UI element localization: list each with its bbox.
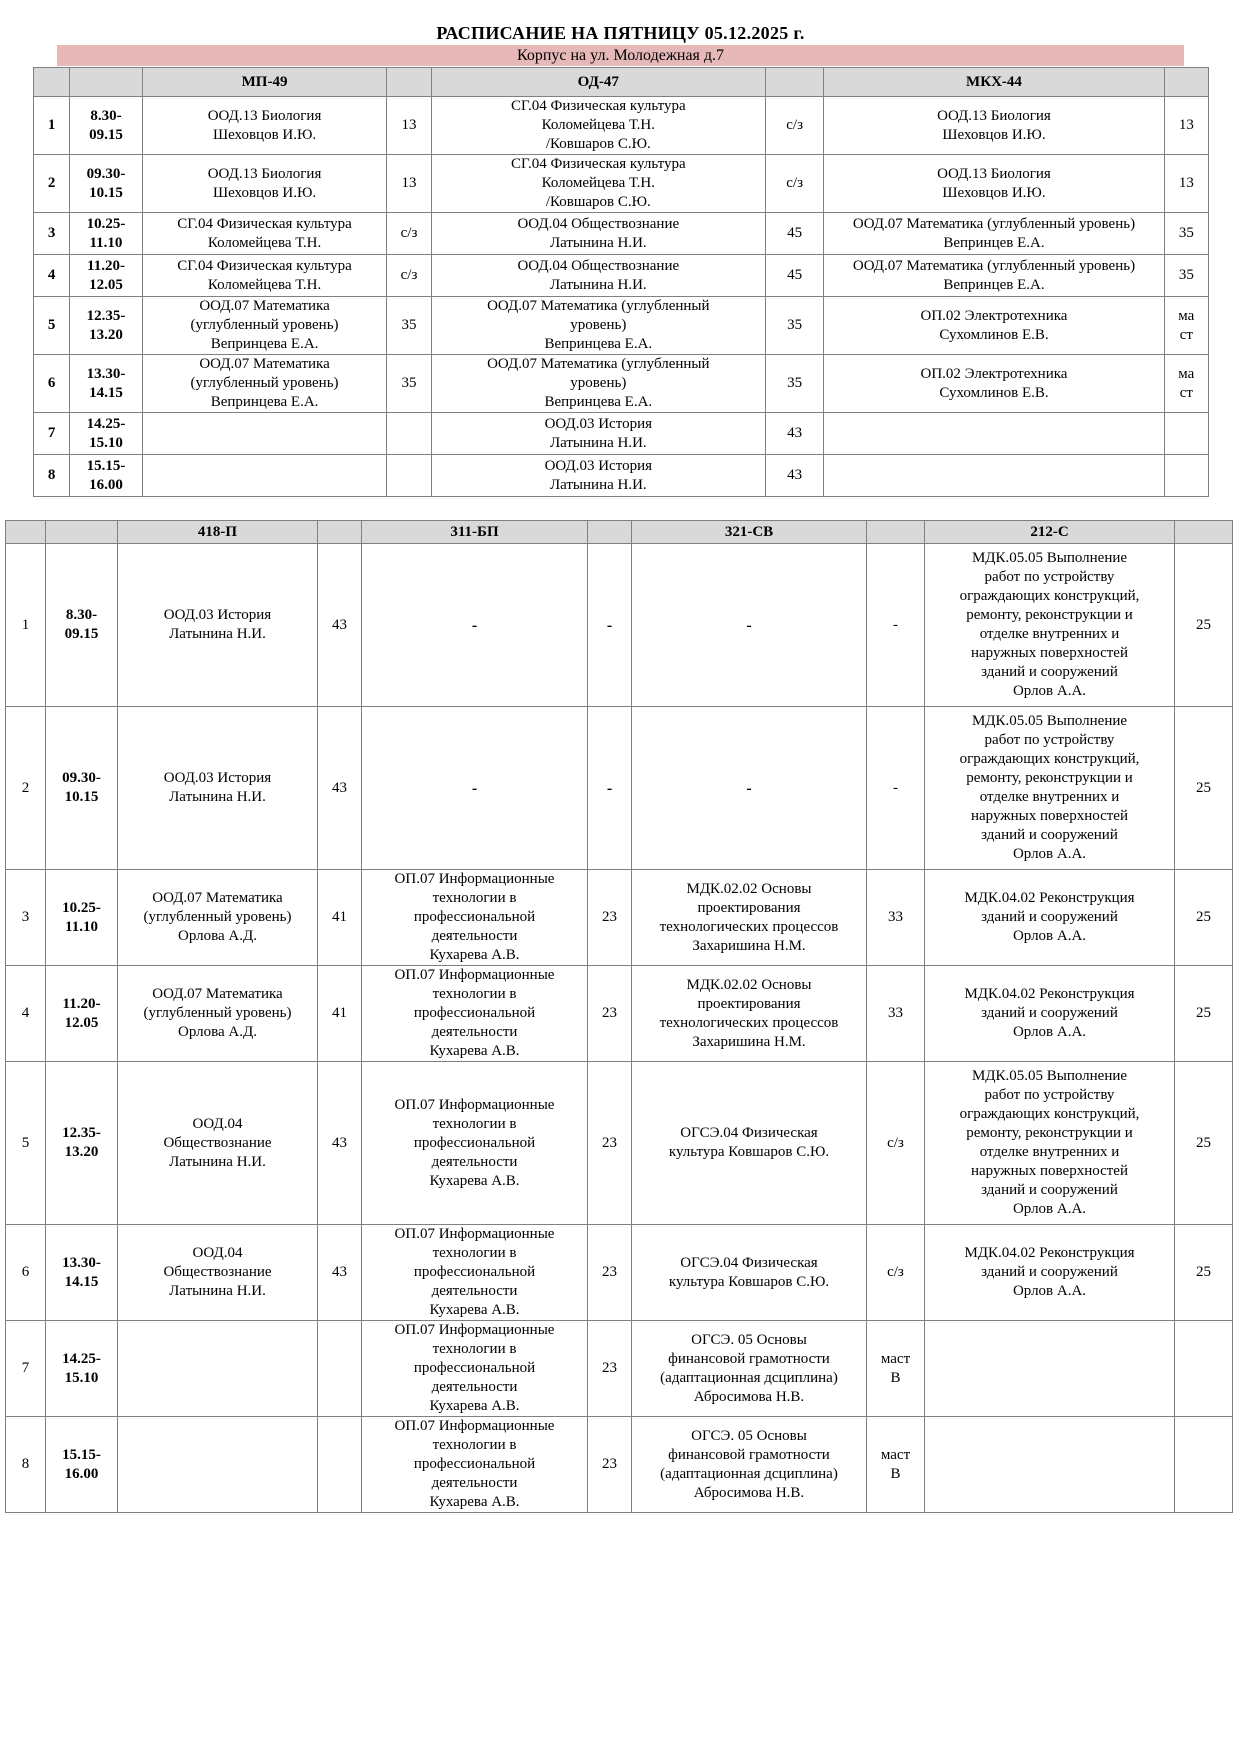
header-blank [588,521,632,544]
lesson-time: 15.15- 16.00 [46,1417,118,1513]
lesson-number: 4 [6,966,46,1062]
lesson-number: 6 [34,355,70,413]
lesson-number: 8 [34,455,70,497]
table-row [34,155,1209,213]
subject-cell: ООД.03 История Латынина Н.И. [118,544,318,707]
schedule-table-1 [33,67,1209,497]
subject-cell: МДК.04.02 Реконструкция зданий и сооружений Орлов А.А. [925,1225,1175,1321]
subject-cell [925,1321,1175,1417]
lesson-time: 8.30- 09.15 [70,97,142,155]
table-header-row [6,521,1233,544]
room-cell: - [867,544,925,707]
subject-cell: СГ.04 Физическая культура Коломейцева Т.Н. /Ковшаров С.Ю. [431,97,765,155]
subject-cell: ОП.07 Информационные технологии в профессиональной деятельности Кухарева А.В. [362,1225,588,1321]
room-cell: 23 [588,1417,632,1513]
header-blank [1164,68,1208,97]
room-cell: 25 [1175,1225,1233,1321]
lesson-time: 12.35- 13.20 [46,1062,118,1225]
subject-cell: ОП.02 Электротехника Сухомлинов Е.В. [824,297,1164,355]
room-cell: - [588,707,632,870]
room-cell [1164,413,1208,455]
lesson-number: 4 [34,255,70,297]
lesson-time: 14.25- 15.10 [46,1321,118,1417]
room-cell: 13 [1164,155,1208,213]
subject-cell: СГ.04 Физическая культура Коломейцева Т.Н. [142,213,387,255]
lesson-time: 10.25- 11.10 [46,870,118,966]
lesson-number: 7 [6,1321,46,1417]
room-cell [1175,1321,1233,1417]
subject-cell: ООД.07 Математика (углубленный уровень) Вепринцева Е.А. [431,355,765,413]
lesson-time: 10.25- 11.10 [70,213,142,255]
room-cell: 43 [765,413,823,455]
room-cell: 25 [1175,966,1233,1062]
subject-cell [142,455,387,497]
subject-cell: ООД.13 Биология Шеховцов И.Ю. [824,97,1164,155]
subject-cell: ООД.07 Математика (углубленный уровень) Орлова А.Д. [118,966,318,1062]
lesson-number: 3 [6,870,46,966]
subject-cell: МДК.02.02 Основы проектирования технологических процессов Захаришина Н.М. [632,870,867,966]
room-cell: 23 [588,1225,632,1321]
subject-cell: ООД.13 Биология Шеховцов И.Ю. [142,155,387,213]
room-cell: - [867,707,925,870]
subject-cell: СГ.04 Физическая культура Коломейцева Т.Н. [142,255,387,297]
room-cell: 13 [1164,97,1208,155]
room-cell: 33 [867,870,925,966]
room-cell: 43 [318,707,362,870]
group-header: 311-БП [362,521,588,544]
subject-cell: ОП.07 Информационные технологии в профессиональной деятельности Кухарева А.В. [362,870,588,966]
room-cell: 43 [765,455,823,497]
subject-cell: МДК.05.05 Выполнение работ по устройству ограждающих конструкций, ремонту, реконструкции и отделке внутренних и наружных поверхностей зданий и сооружений Орлов А.А. [925,707,1175,870]
subject-cell [118,1321,318,1417]
header-blank [765,68,823,97]
room-cell: 25 [1175,870,1233,966]
room-cell: 33 [867,966,925,1062]
subject-cell: МДК.05.05 Выполнение работ по устройству ограждающих конструкций, ремонту, реконструкции и отделке внутренних и наружных поверхностей зданий и сооружений Орлов А.А. [925,1062,1175,1225]
table-row [34,213,1209,255]
room-cell: с/з [867,1062,925,1225]
table-row [34,297,1209,355]
room-cell: 23 [588,1062,632,1225]
table-row [6,544,1233,707]
subject-cell: ОГСЭ.04 Физическая культура Ковшаров С.Ю. [632,1225,867,1321]
table-row [34,455,1209,497]
room-cell: маст В [867,1417,925,1513]
table-row [34,413,1209,455]
room-cell: 25 [1175,1062,1233,1225]
subject-cell: ОП.07 Информационные технологии в профессиональной деятельности Кухарева А.В. [362,1417,588,1513]
room-cell: 35 [765,355,823,413]
table-row [34,355,1209,413]
group-header: МП-49 [142,68,387,97]
room-cell: 35 [387,297,431,355]
table-row [6,966,1233,1062]
room-cell: с/з [387,213,431,255]
room-cell: с/з [765,155,823,213]
subject-cell: - [632,707,867,870]
subject-cell: ООД.04 Обществознание Латынина Н.И. [118,1225,318,1321]
room-cell: 35 [1164,213,1208,255]
table-row [34,97,1209,155]
room-cell: с/з [867,1225,925,1321]
table-row [6,707,1233,870]
room-cell: 13 [387,155,431,213]
room-cell: 41 [318,870,362,966]
header-blank [70,68,142,97]
subject-cell: ООД.07 Математика (углубленный уровень) Вепринцева Е.А. [142,355,387,413]
header-blank [34,68,70,97]
table-row [6,870,1233,966]
table-row [6,1225,1233,1321]
header-blank [387,68,431,97]
lesson-number: 3 [34,213,70,255]
lesson-number: 5 [34,297,70,355]
room-cell: 43 [318,1225,362,1321]
room-cell: ма ст [1164,355,1208,413]
lesson-number: 1 [34,97,70,155]
room-cell: 25 [1175,707,1233,870]
group-header: МКХ-44 [824,68,1164,97]
lesson-number: 6 [6,1225,46,1321]
subject-cell: ООД.07 Математика (углубленный уровень) Орлова А.Д. [118,870,318,966]
room-cell: 13 [387,97,431,155]
lesson-number: 5 [6,1062,46,1225]
subject-cell: ОП.07 Информационные технологии в профессиональной деятельности Кухарева А.В. [362,1321,588,1417]
subject-cell [118,1417,318,1513]
subject-cell: - [362,544,588,707]
table-row [6,1062,1233,1225]
page-title: РАСПИСАНИЕ НА ПЯТНИЦУ 05.12.2025 г. [436,23,805,43]
subject-cell: ОГСЭ.04 Физическая культура Ковшаров С.Ю. [632,1062,867,1225]
subject-cell: ОП.07 Информационные технологии в профессиональной деятельности Кухарева А.В. [362,966,588,1062]
room-cell: 45 [765,213,823,255]
subject-cell: МДК.04.02 Реконструкция зданий и сооружений Орлов А.А. [925,870,1175,966]
lesson-time: 11.20- 12.05 [70,255,142,297]
room-cell: 35 [765,297,823,355]
room-cell [387,413,431,455]
header-blank [1175,521,1233,544]
group-header: 418-П [118,521,318,544]
lesson-number: 2 [34,155,70,213]
lesson-time: 09.30- 10.15 [46,707,118,870]
schedule-table-2 [5,520,1233,1513]
table-header-row [34,68,1209,97]
lesson-time: 13.30- 14.15 [70,355,142,413]
room-cell: 45 [765,255,823,297]
room-cell: 43 [318,544,362,707]
subject-cell: ООД.13 Биология Шеховцов И.Ю. [824,155,1164,213]
room-cell: - [588,544,632,707]
subject-cell: ООД.07 Математика (углубленный уровень) Вепринцева Е.А. [431,297,765,355]
lesson-time: 09.30- 10.15 [70,155,142,213]
table-row [6,1417,1233,1513]
header-blank [6,521,46,544]
subject-cell: МДК.05.05 Выполнение работ по устройству ограждающих конструкций, ремонту, реконструкции и отделке внутренних и наружных поверхностей зданий и сооружений Орлов А.А. [925,544,1175,707]
subject-cell: ООД.04 Обществознание Латынина Н.И. [431,255,765,297]
room-cell: 41 [318,966,362,1062]
subject-cell: ООД.03 История Латынина Н.И. [431,455,765,497]
room-cell: маст В [867,1321,925,1417]
group-header: ОД-47 [431,68,765,97]
subject-cell: ОП.07 Информационные технологии в профессиональной деятельности Кухарева А.В. [362,1062,588,1225]
group-header: 212-С [925,521,1175,544]
lesson-number: 7 [34,413,70,455]
room-cell: ма ст [1164,297,1208,355]
room-cell [318,1417,362,1513]
room-cell [1164,455,1208,497]
subject-cell: ООД.04 Обществознание Латынина Н.И. [118,1062,318,1225]
room-cell: с/з [765,97,823,155]
room-cell [318,1321,362,1417]
header-blank [867,521,925,544]
room-cell: 23 [588,1321,632,1417]
lesson-time: 8.30- 09.15 [46,544,118,707]
subject-cell: - [362,707,588,870]
lesson-number: 8 [6,1417,46,1513]
subject-cell: ООД.03 История Латынина Н.И. [431,413,765,455]
building-banner: Корпус на ул. Молодежная д.7 [57,45,1184,66]
room-cell [387,455,431,497]
room-cell: 35 [387,355,431,413]
subject-cell: ООД.04 Обществознание Латынина Н.И. [431,213,765,255]
room-cell: 43 [318,1062,362,1225]
room-cell: с/з [387,255,431,297]
subject-cell [925,1417,1175,1513]
subject-cell: МДК.02.02 Основы проектирования технологических процессов Захаришина Н.М. [632,966,867,1062]
subject-cell [824,455,1164,497]
subject-cell: ООД.07 Математика (углубленный уровень) Вепринцева Е.А. [142,297,387,355]
subject-cell: МДК.04.02 Реконструкция зданий и сооружений Орлов А.А. [925,966,1175,1062]
lesson-time: 14.25- 15.10 [70,413,142,455]
subject-cell: ОГСЭ. 05 Основы финансовой грамотности (адаптационная дсциплина) Абросимова Н.В. [632,1321,867,1417]
room-cell: 35 [1164,255,1208,297]
header-blank [318,521,362,544]
room-cell: 23 [588,966,632,1062]
lesson-time: 13.30- 14.15 [46,1225,118,1321]
subject-cell [142,413,387,455]
lesson-time: 12.35- 13.20 [70,297,142,355]
room-cell: 25 [1175,544,1233,707]
room-cell: 23 [588,870,632,966]
room-cell [1175,1417,1233,1513]
subject-cell: ОП.02 Электротехника Сухомлинов Е.В. [824,355,1164,413]
subject-cell: ООД.03 История Латынина Н.И. [118,707,318,870]
subject-cell: - [632,544,867,707]
table-row [34,255,1209,297]
subject-cell: ОГСЭ. 05 Основы финансовой грамотности (адаптационная дсциплина) Абросимова Н.В. [632,1417,867,1513]
subject-cell [824,413,1164,455]
subject-cell: ООД.13 Биология Шеховцов И.Ю. [142,97,387,155]
lesson-time: 15.15- 16.00 [70,455,142,497]
group-header: 321-СВ [632,521,867,544]
header-blank [46,521,118,544]
subject-cell: СГ.04 Физическая культура Коломейцева Т.Н. /Ковшаров С.Ю. [431,155,765,213]
lesson-number: 2 [6,707,46,870]
lesson-time: 11.20- 12.05 [46,966,118,1062]
lesson-number: 1 [6,544,46,707]
subject-cell: ООД.07 Математика (углубленный уровень) Вепринцев Е.А. [824,213,1164,255]
subject-cell: ООД.07 Математика (углубленный уровень) Вепринцев Е.А. [824,255,1164,297]
table-row [6,1321,1233,1417]
